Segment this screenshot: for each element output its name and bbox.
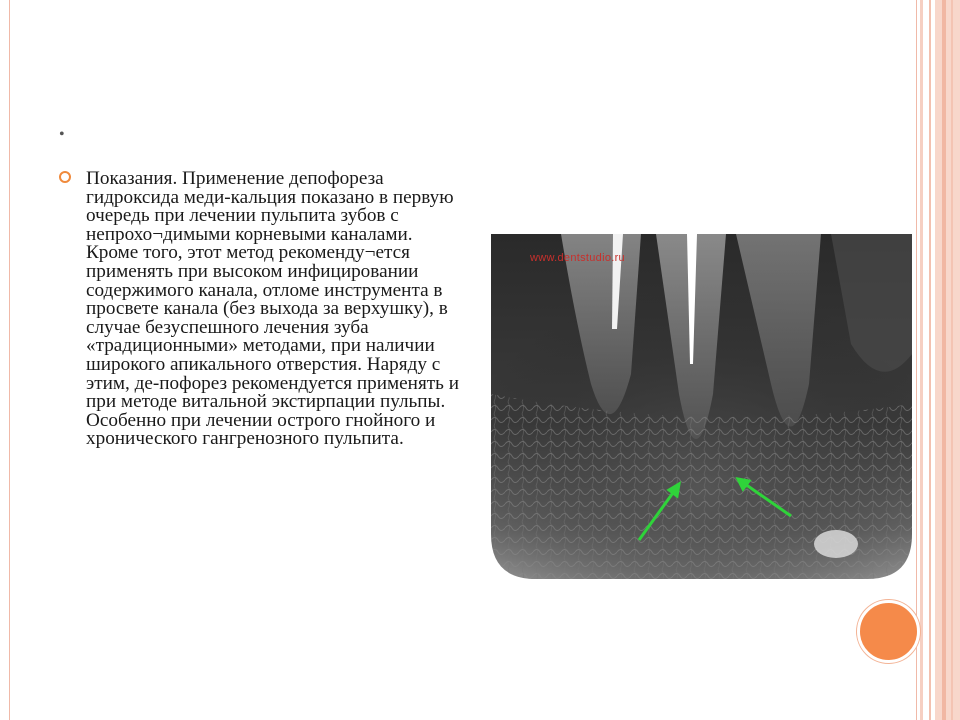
decorative-side-stripes — [920, 0, 960, 720]
bullet-ring-icon — [59, 171, 71, 183]
orange-circle-decoration — [857, 600, 920, 663]
xray-watermark: www.dentstudio.ru — [530, 252, 625, 264]
empty-bullet: • — [59, 126, 65, 143]
slide-body-text: Показания. Применение депофореза гидроксида меди-кальция показано в первую очередь при лечении пульпита зубов с непрохо¬димыми корневыми каналами. Кроме того, этот метод рекоменду¬ется применять при высоком инфицировании содержимого канала, отломе инструмента в просвете канала (без выхода за верхушку), в случае безуспешного лечения зуба «традиционными» методами, при наличии широкого апикального отверстия. Наряду с этим, де-пофорез рекомендуется применять и при методе витальной экстирпации пульпы. Особенно при лечении острого гнойного и хронического гангренозного пульпита. — [86, 168, 459, 450]
dental-xray-image — [491, 234, 912, 579]
